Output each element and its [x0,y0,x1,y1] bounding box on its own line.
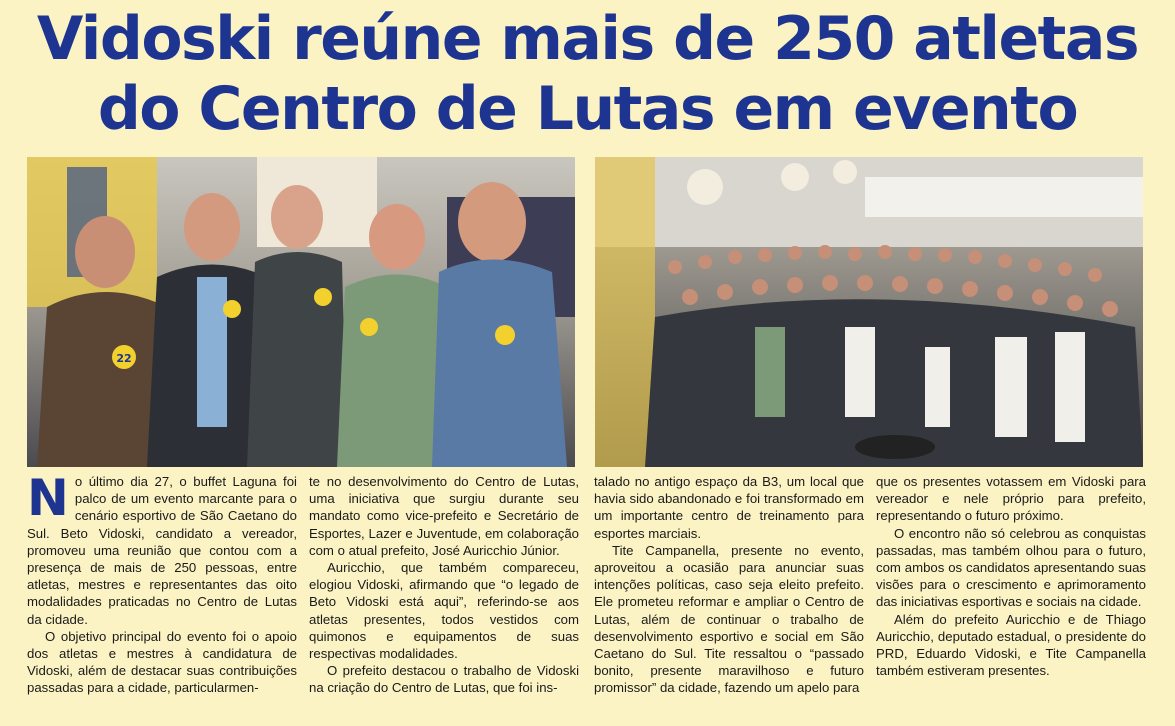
article-column-4 [876,473,1146,679]
article-column-3 [594,473,864,697]
article-body [27,469,1146,723]
crowd-photo [595,157,1143,467]
article-column-1 [27,469,297,697]
paragraph: talado no antigo espaço da B3, um local que havia sido abandonado e foi transformado em um importante centro de treinamento para esportes marciais. [594,474,864,541]
paragraph: te no desenvolvimento do Centro de Lutas, uma iniciativa que surgiu durante seu mandato como vice-prefeito e Secretário de Esportes, Lazer e Juventude, em colaboração com o atual prefeito, José Auricchio Júnior. [309,474,579,558]
paragraph: Tite Campanella, presente no evento, aproveitou a ocasião para anunciar suas intenções políticas, caso seja eleito prefeito. Ele prometeu reformar e ampliar o Centro de Lutas, além de continuar o trabalho de desenvolvimento esportivo e social em São Caetano do Sul. Tite ressaltou o “passado bonito, presente maravilhoso e futuro promissor” da cidade, fazendo um apelo para [594,542,864,696]
group-photo [27,157,575,467]
headline-line-2: do Centro de Lutas em evento [97,74,1078,144]
dropcap: N [27,469,69,527]
headline [0,4,1175,144]
group-photo-icon [27,157,575,467]
headline-line-1: Vidoski reúne mais de 250 atletas [36,4,1139,74]
badge-22: 22 [116,352,132,365]
paragraph: O encontro não só celebrou as conquistas passadas, mas também olhou para o futuro, com ambos os candidatos apresentando suas visões para o crescimento e aprimoramento das iniciativas esportivas e sociais na cidade. [876,525,1146,610]
paragraph: No último dia 27, o buffet Laguna foi palco de um evento marcante para o cenário esportivo de São Caetano do Sul. Beto Vidoski, candidato a vereador, promoveu uma reunião que contou com a presença de mais de 250 pessoas, entre atletas, mestres e representantes das oito modalidades praticadas no Centro de Lutas da cidade. [27,469,297,627]
paragraph: Além do prefeito Auricchio e de Thiago Auricchio, deputado estadual, o presidente do PRD, Eduardo Vidoski, e Tite Campanella também estiveram presentes. [876,611,1146,679]
paragraph: O objetivo principal do evento foi o apoio dos atletas e mestres à candidatura de Vidoski, além de destacar suas contribuições passadas para a cidade, particularmen- [27,628,297,696]
paragraph: que os presentes votassem em Vidoski para vereador e nele próprio para prefeito, representando o futuro próximo. [876,474,1146,524]
article-column-2 [309,473,579,697]
crowd-photo-icon [595,157,1143,467]
paragraph: Auricchio, que também compareceu, elogiou Vidoski, afirmando que “o legado de Beto Vidoski está aqui”, referindo-se aos atletas presentes, todos vestidos com quimonos e equipamentos de suas respectivas modalidades. [309,560,579,662]
paragraph: O prefeito destacou o trabalho de Vidoski na criação do Centro de Lutas, que foi ins- [309,663,579,696]
